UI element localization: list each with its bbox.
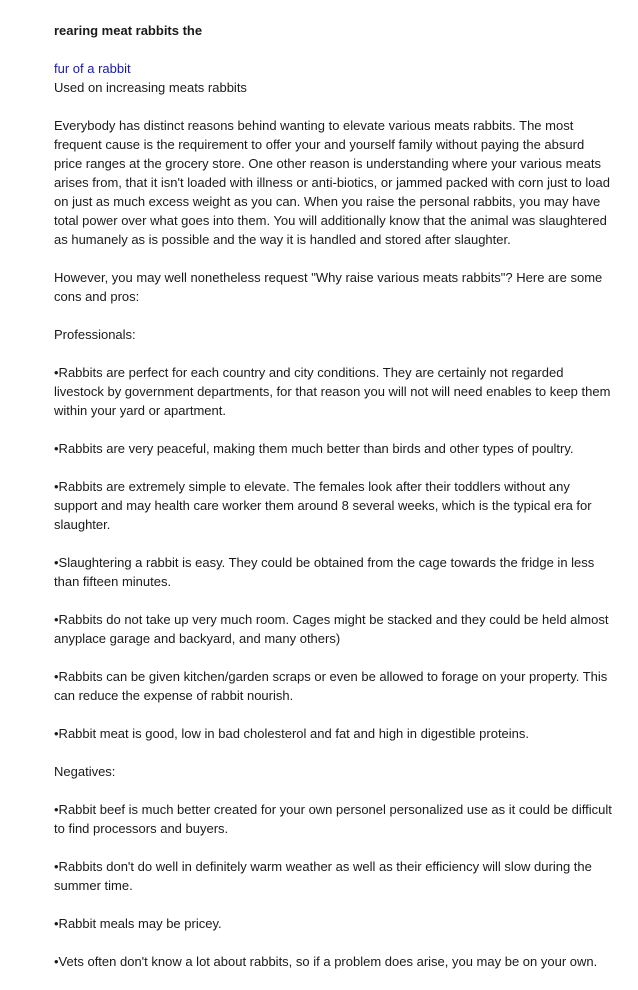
pros-item: •Rabbits can be given kitchen/garden scraps or even be allowed to forage on your property. This can reduce the expense of rabbit nourish. — [54, 669, 608, 703]
pros-item: •Rabbit meat is good, low in bad cholesterol and fat and high in digestible proteins. — [54, 726, 530, 741]
cons-heading: Negatives: — [54, 764, 116, 779]
pros-item: •Rabbits are perfect for each country and city conditions. They are certainly not regarded livestock by government departments, for that reason you will not will need enables to keep them within your yard or apartment. — [54, 365, 611, 418]
rabbit-fur-link[interactable]: fur of a rabbit — [54, 61, 131, 76]
pros-heading: Professionals: — [54, 327, 136, 342]
document-page — [54, 21, 614, 990]
cons-item: •Rabbit beef is much better created for your own personel personalized use as it could be difficult to find processors and buyers. — [54, 802, 612, 836]
document-title: rearing meat rabbits the — [54, 23, 203, 38]
pros-item: •Rabbits are very peaceful, making them much better than birds and other types of poultry. — [54, 441, 574, 456]
intro-paragraph: Everybody has distinct reasons behind wanting to elevate various meats rabbits. The most frequent cause is the requirement to offer your and yourself family without paying the absurd price ranges at the grocery store. One other reason is understanding where your various meats arises from, that it isn't loaded with illness or anti-biotics, or jammed packed with corn just to load on just as much excess weight as you can. When you raise the personal rabbits, you may have total power over what goes into them. You will additionally know that the animal was slaughtered as humanely as is possible and the way it is handled and stored after slaughter. — [54, 118, 610, 247]
cons-item: •Rabbit meals may be pricey. — [54, 916, 222, 931]
pros-item: •Slaughtering a rabbit is easy. They could be obtained from the cage towards the fridge in less than fifteen minutes. — [54, 555, 595, 589]
document-subtitle: Used on increasing meats rabbits — [54, 80, 247, 95]
cons-item: •Rabbits don't do well in definitely warm weather as well as their efficiency will slow during the summer time. — [54, 859, 592, 893]
question-paragraph: However, you may well nonetheless request "Why raise various meats rabbits"? Here are some cons and pros: — [54, 270, 603, 304]
cons-item: •Vets often don't know a lot about rabbits, so if a problem does arise, you may be on your own. — [54, 954, 598, 969]
pros-item: •Rabbits are extremely simple to elevate. The females look after their toddlers without any support and may health care worker them around 8 several weeks, which is the typical era for slaughter. — [54, 479, 592, 532]
pros-item: •Rabbits do not take up very much room. Cages might be stacked and they could be held almost anyplace garage and backyard, and many others) — [54, 612, 609, 646]
